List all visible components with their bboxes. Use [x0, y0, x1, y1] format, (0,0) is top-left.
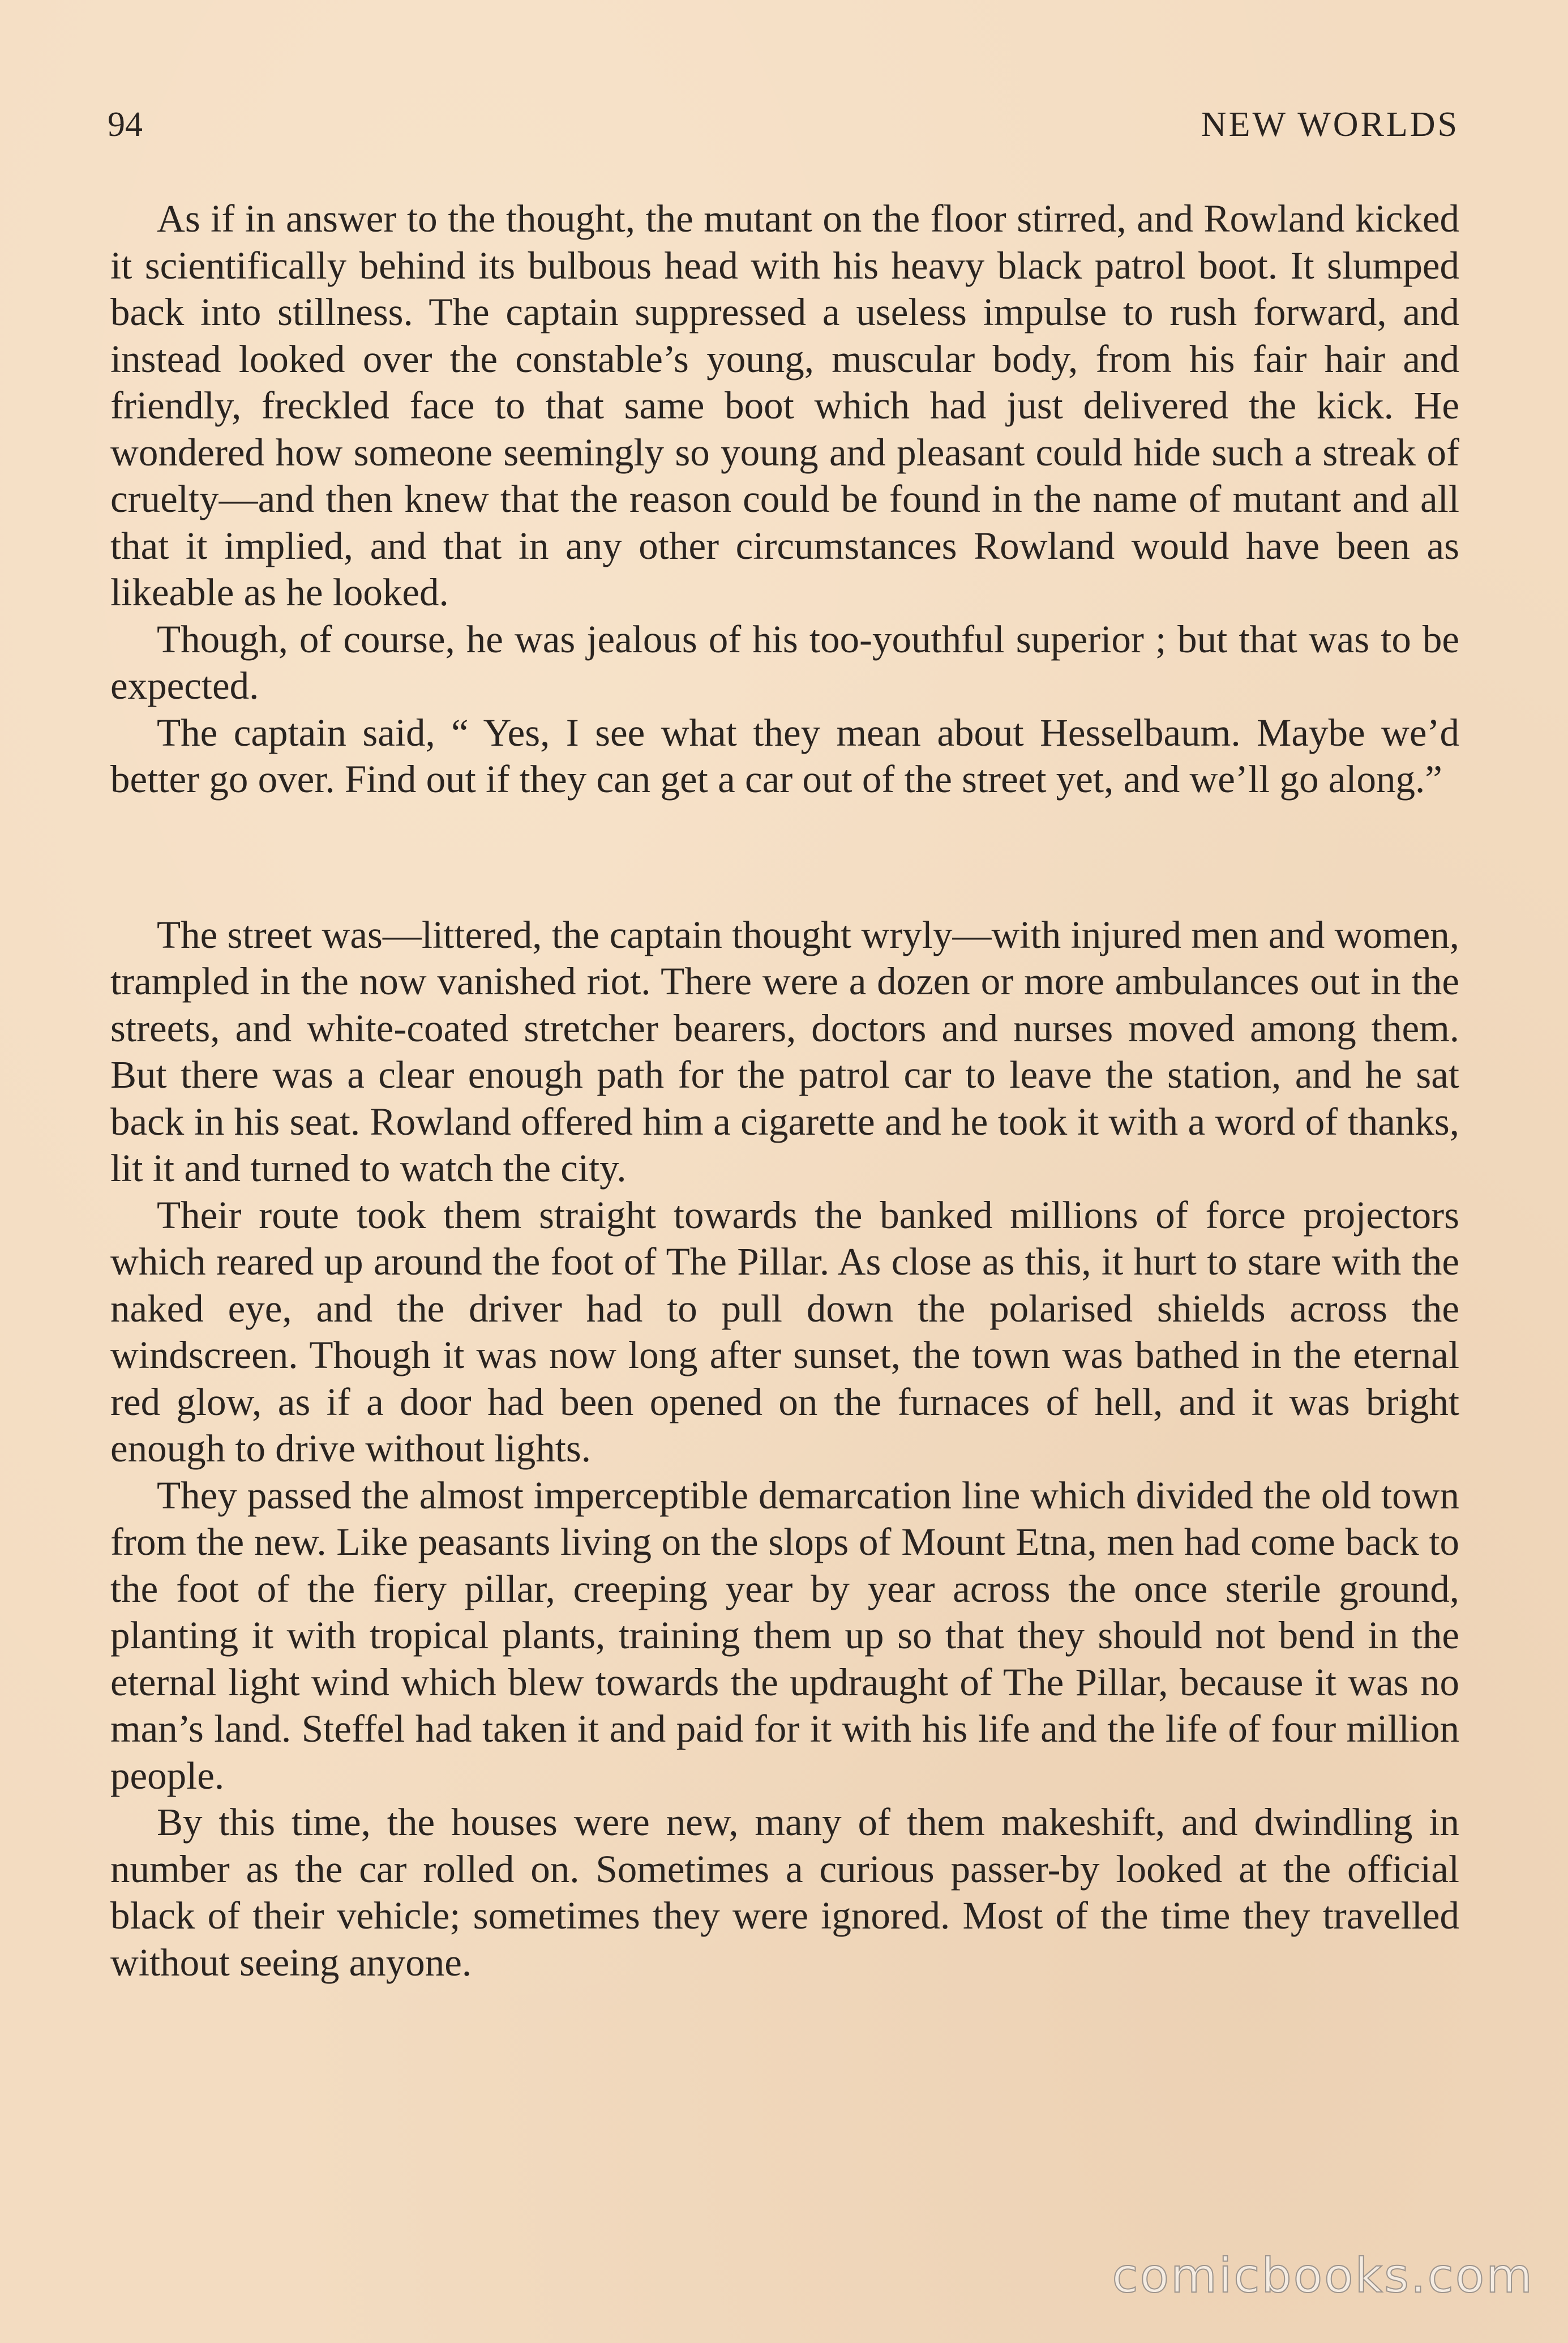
paragraph: By this time, the houses were new, many of them makeshift, and dwindling in number as the car rolled on. Sometimes a curious passer-by looked at the official black of their vehicle; sometimes they were ignored. Most of the time they travelled without seeing anyone. [110, 1801, 1459, 1984]
paragraph: Their route took them straight towards the banked millions of force projectors which reared up around the foot of The Pillar. As close as this, it hurt to stare with the naked eye, and the driver had to pull down the polarised shields across the windscreen. Though it was now long after sunset, the town was bathed in the eternal red glow, as if a door had been opened on the furnaces of hell, and it was bright enough to drive without lights. [110, 1193, 1459, 1470]
section-break [110, 803, 1459, 912]
paragraph: As if in answer to the thought, the mutant on the floor stirred, and Rowland kicked it scientifically behind its bulbous head with his heavy black patrol boot. It slumped back into stillness. The captain suppressed a useless impulse to rush forward, and instead looked over the constable’s young, muscular body, from his fair hair and friendly, freckled face to that same boot which had just delivered the kick. He wondered how someone seemingly so young and pleasant could hide such a streak of cruelty—and then knew that the reason could be found in the name of mutant and all that it implied, and that in any other circumstances Rowland would have been as likeable as he looked. [110, 197, 1459, 614]
running-title: NEW WORLDS [1201, 105, 1459, 144]
site-watermark: comicbooks.com [1112, 2248, 1534, 2303]
paragraph: The street was—littered, the captain thought wryly—with injured men and women, trampled in the now vanished riot. There were a dozen or more ambulances out in the streets, and white-coated stretcher bearers, doctors and nurses moved among them. But there was a clear enough path for the patrol car to leave the station, and he sat back in his seat. Rowland offered him a cigarette and he took it with a word of thanks, lit it and turned to watch the city. [110, 913, 1459, 1190]
text-column [110, 195, 1459, 1986]
page-number: 94 [108, 105, 143, 144]
paragraph: They passed the almost imperceptible demarcation line which divided the old town from the new. Like peasants living on the slops of Mount Etna, men had come back to the foot of the fiery pillar, creeping year by year across the once sterile ground, planting it with tropical plants, training them up so that they should not bend in the eternal light wind which blew towards the updraught of The Pillar, because it was no man’s land. Steffel had taken it and paid for it with his life and the life of four million people. [110, 1473, 1459, 1797]
paragraph: Though, of course, he was jealous of his too-youthful superior ; but that was to be expected. [110, 617, 1459, 707]
running-head [108, 99, 1459, 150]
paragraph: The captain said, “ Yes, I see what they mean about Hesselbaum. Maybe we’d better go over. Find out if they can get a car out of the street yet, and we’ll go along.” [110, 711, 1459, 801]
